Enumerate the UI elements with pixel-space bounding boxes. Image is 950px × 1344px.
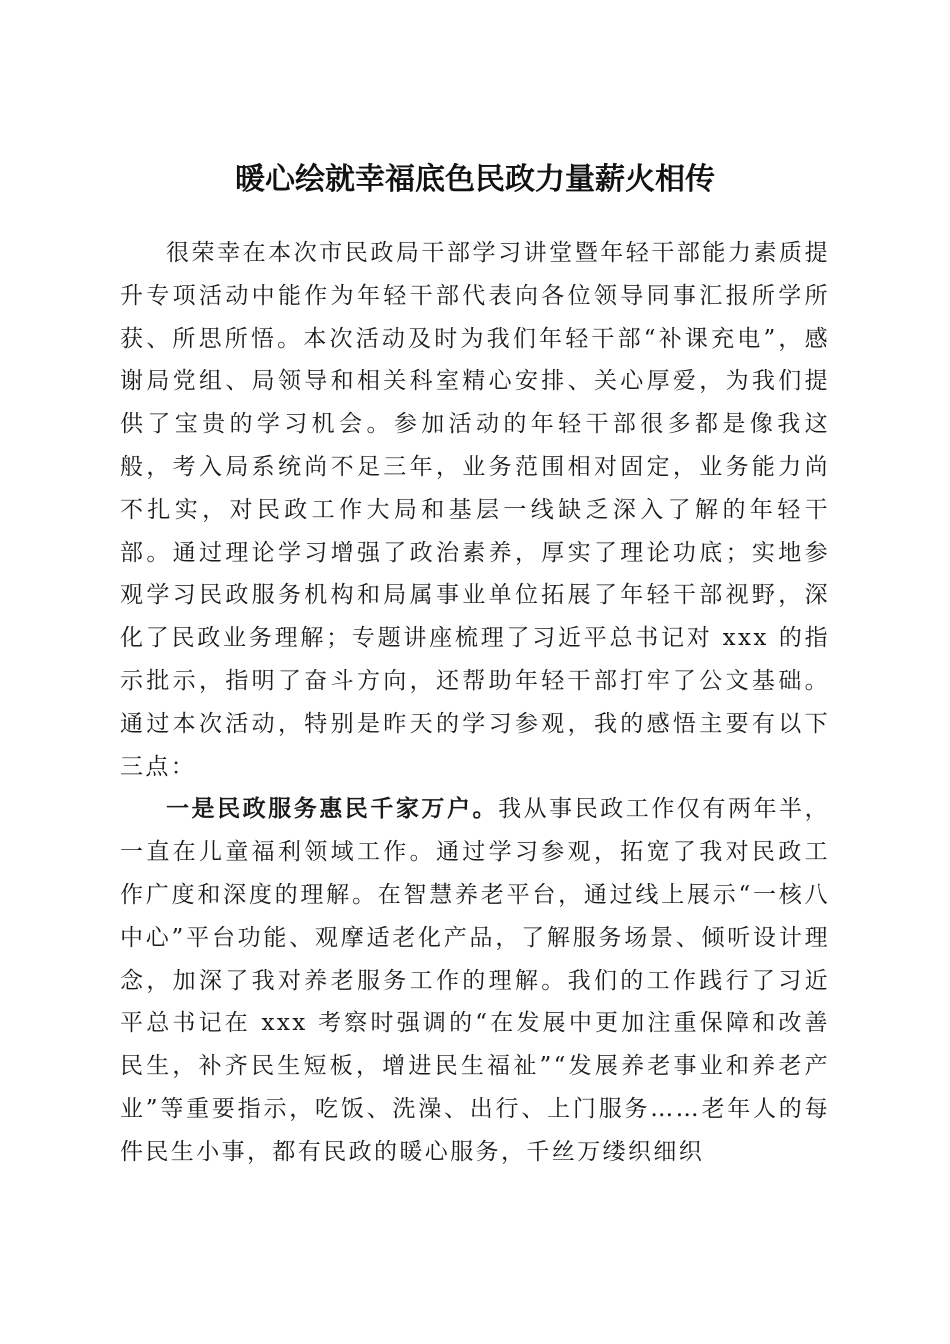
document-body — [120, 232, 830, 1174]
paragraph-lead: 一是民政服务惠民千家万户。 — [166, 795, 499, 823]
paragraph-text: 我从事民政工作仅有两年半，一直在儿童福利领域工作。通过学习参观，拓宽了我对民政工作广度和深度的理解。在智慧养老平台，通过线上展示“一核八中心”平台功能、观摩适老化产品，了解服务场景、倾听设计理念，加深了我对养老服务工作的理解。我们的工作践行了习近平总书记在 xxx 考察时强调的“在发展中更加注重保障和改善民生，补齐民生短板，增进民生福祉”“发展养老事业和养老产业”等重要指示，吃饭、洗澡、出行、上门服务……老年人的每件民生小事，都有民政的暖心服务，千丝万缕织细织 — [120, 796, 831, 1165]
document-title: 暖心绘就幸福底色民政力量薪火相传 — [235, 162, 715, 198]
paragraph-text: 很荣幸在本次市民政局干部学习讲堂暨年轻干部能力素质提升专项活动中能作为年轻干部代表向各位领导同事汇报所学所获、所思所悟。本次活动及时为我们年轻干部“补课充电”，感谢局党组、局领导和相关科室精心安排、关心厚爱，为我们提供了宝贵的学习机会。参加活动的年轻干部很多都是像我这般，考入局系统尚不足三年，业务范围相对固定，业务能力尚不扎实，对民政工作大局和基层一线缺乏深入了解的年轻干部。通过理论学习增强了政治素养，厚实了理论功底；实地参观学习民政服务机构和局属事业单位拓展了年轻干部视野，深化了民政业务理解；专题讲座梳理了习近平总书记对 xxx 的指示批示，指明了奋斗方向，还帮助年轻干部打牢了公文基础。通过本次活动，特别是昨天的学习参观，我的感悟主要有以下三点： — [120, 240, 830, 780]
paragraph-point-one — [120, 788, 830, 1173]
paragraph-intro — [120, 232, 830, 788]
